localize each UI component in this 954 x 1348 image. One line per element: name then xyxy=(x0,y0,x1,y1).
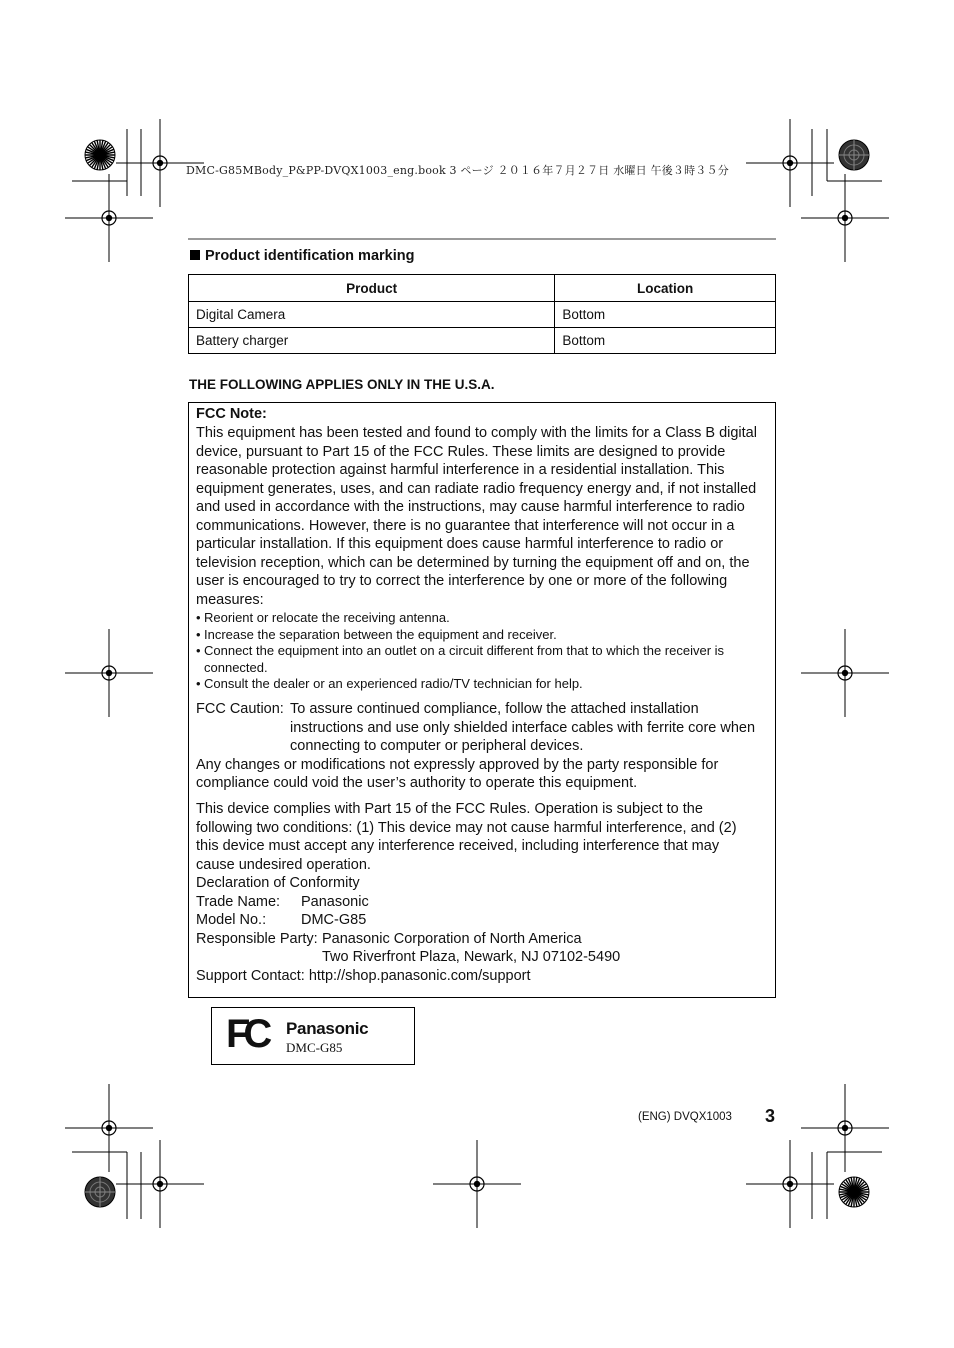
fcc-label-box xyxy=(211,1007,415,1065)
fcc-para-line: device, pursuant to Part 15 of the FCC Rules. These limits are designed to provide xyxy=(196,443,726,460)
fcc-part15-line: This device complies with Part 15 of the FCC Rules. Operation is subject to the xyxy=(196,801,703,817)
bullet-icon: • xyxy=(196,676,201,691)
table-cell-location: Bottom xyxy=(555,328,776,354)
trade-name-label: Trade Name: xyxy=(196,893,281,910)
trade-name-value: Panasonic xyxy=(301,893,369,910)
model-no-value: DMC-G85 xyxy=(301,912,367,928)
print-header-line: DMC-G85MBody_P&PP-DVQX1003_eng.book 3 ページ ２０１６年７月２７日 水曜日 午後３時３５分 xyxy=(186,164,729,177)
fcc-para-line: equipment generates, uses, and can radiate radio frequency energy and, if not installed xyxy=(196,480,757,497)
fcc-title: FCC Note: xyxy=(196,406,267,422)
fcc-note-box xyxy=(188,402,776,998)
usa-notice: THE FOLLOWING APPLIES ONLY IN THE U.S.A. xyxy=(189,377,495,392)
fcc-bullet: Consult the dealer or an experienced radio/TV technician for help. xyxy=(204,676,583,691)
declaration-heading: Declaration of Conformity xyxy=(196,875,360,891)
logo-model: DMC-G85 xyxy=(286,1040,343,1055)
fcc-part15-line: following two conditions: (1) This device may not cause harmful interference, and (2) xyxy=(196,819,737,836)
fcc-part15-line: cause undesired operation. xyxy=(196,856,371,873)
table-cell-location: Bottom xyxy=(555,302,776,328)
fcc-caution-line: connecting to computer or peripheral devices. xyxy=(290,738,584,754)
brand-name: Panasonic xyxy=(286,1019,369,1038)
fcc-para-line: measures: xyxy=(196,591,264,608)
page-number: 3 xyxy=(765,1106,776,1126)
responsible-party-address: Two Riverfront Plaza, Newark, NJ 07102-5490 xyxy=(322,949,621,965)
fcc-para-line: user is encouraged to try to correct the interference by one or more of the following xyxy=(196,573,728,589)
responsible-party-label: Responsible Party: xyxy=(196,930,318,947)
support-contact: Support Contact: http://shop.panasonic.com/support xyxy=(196,967,531,984)
model-no-label: Model No.: xyxy=(196,912,267,928)
fcc-changes-line: Any changes or modifications not expressly approved by the party responsible for xyxy=(196,756,719,773)
top-rule xyxy=(188,238,776,240)
table-header-row xyxy=(189,275,776,302)
table-row xyxy=(189,302,776,328)
fcc-para-line: reasonable protection against harmful interference in a residential installation. This xyxy=(196,462,725,478)
fcc-para-line: television reception, which can be determined by turning the equipment off and on, the xyxy=(196,554,750,571)
product-identification-table xyxy=(188,274,776,354)
fcc-para-line: This equipment has been tested and found to comply with the limits for a Class B digital xyxy=(196,425,757,441)
fcc-bullet: Connect the equipment into an outlet on a circuit different from that to which the receiver is xyxy=(204,643,725,658)
fcc-caution-line: instructions and use only shielded interface cables with ferrite core when xyxy=(290,719,756,736)
footer-doc-code: (ENG) DVQX1003 xyxy=(638,1111,732,1123)
bullet-icon: • xyxy=(196,626,201,642)
fcc-caution-line: To assure continued compliance, follow the attached installation xyxy=(290,701,699,717)
fcc-part15-line: this device must accept any interference received, including interference that may xyxy=(196,838,720,854)
table-cell-product: Battery charger xyxy=(189,328,555,354)
fcc-caution-label: FCC Caution: xyxy=(196,701,284,717)
table-header-location: Location xyxy=(555,275,776,302)
table-header-product: Product xyxy=(189,275,555,302)
fcc-para-line: particular installation. If this equipment does cause harmful interference to radio or xyxy=(196,536,724,552)
table-cell-product: Digital Camera xyxy=(189,302,555,328)
responsible-party-name: Panasonic Corporation of North America xyxy=(322,930,582,947)
section-heading xyxy=(190,248,414,264)
bullet-icon: • xyxy=(196,610,201,625)
fcc-bullet: Reorient or relocate the receiving antenna. xyxy=(204,610,450,625)
square-bullet-icon xyxy=(190,250,200,260)
fcc-para-line: communications. However, there is no guarantee that interference will not occur in a xyxy=(196,517,735,534)
table-row xyxy=(189,328,776,354)
fcc-para-line: and used in accordance with the instructions, may cause harmful interference to radio xyxy=(196,499,745,515)
bullet-icon: • xyxy=(196,643,201,658)
section-title: Product identification marking xyxy=(205,248,415,264)
fcc-changes-line: compliance could void the user’s authority to operate this equipment. xyxy=(196,775,638,791)
fcc-bullet-continued: connected. xyxy=(204,659,268,675)
fcc-logo-text: FC xyxy=(226,1012,266,1056)
fcc-bullet: Increase the separation between the equipment and receiver. xyxy=(204,626,557,642)
